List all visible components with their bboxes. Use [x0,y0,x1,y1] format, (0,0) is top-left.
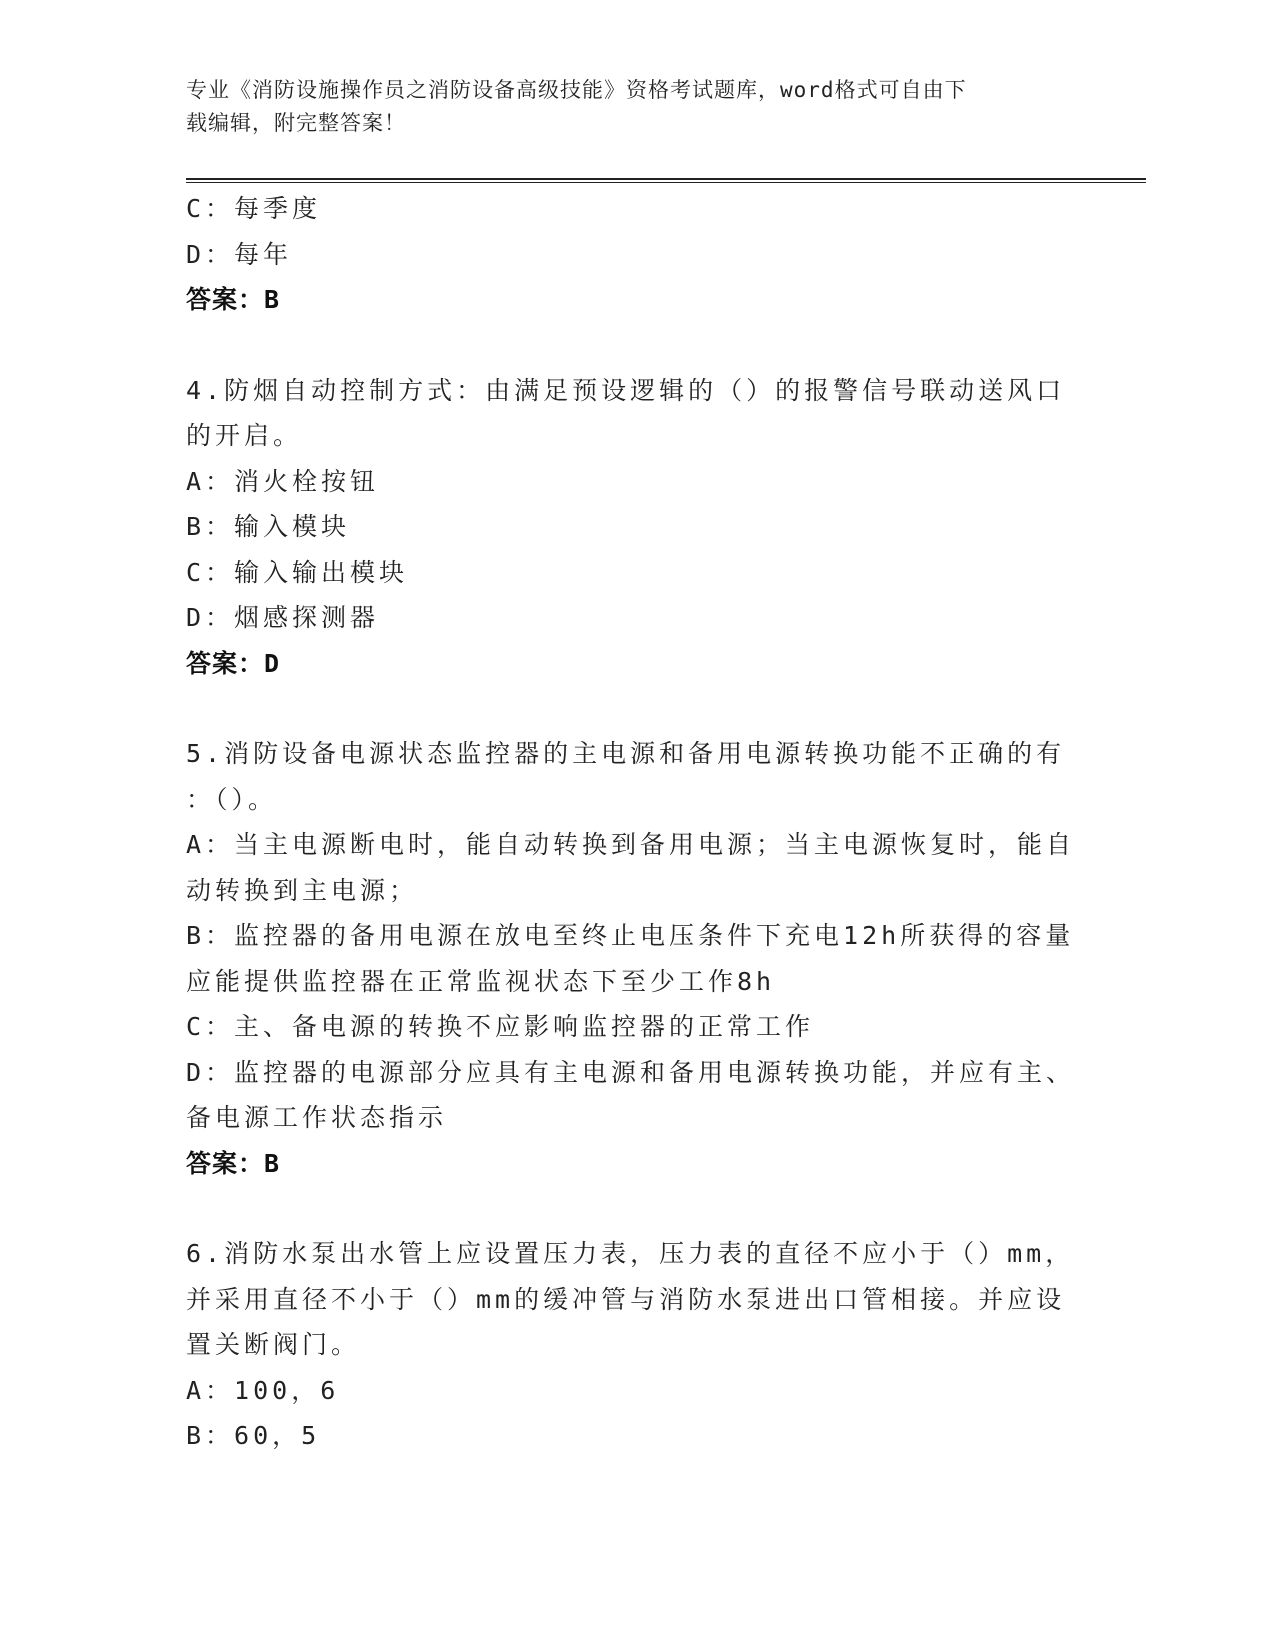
header-line-2: 载编辑，附完整答案！ [186,111,406,135]
q4-option-b: B：输入模块 [186,512,351,541]
question-gap [186,323,1086,368]
q4-option-d: D：烟感探测器 [186,603,380,632]
question-4 [186,368,1086,687]
q3-option-d: D：每年 [186,239,293,269]
q6-option-b: B：60，5 [186,1421,321,1450]
question-gap [186,686,1086,731]
q6-stem-line-1: 6.消防水泵出水管上应设置压力表，压力表的直径不应小于（）mm， [186,1239,1075,1268]
question-content [186,186,1086,1459]
q5-answer: 答案：B [186,1148,281,1178]
q5-option-d-line-2: 备电源工作状态指示 [186,1103,448,1132]
question-3-tail [186,186,1086,323]
q3-option-c: C：每季度 [186,194,322,223]
q4-stem-line-2: 的开启。 [186,421,303,450]
q5-stem-line-2: ：（）。 [186,784,278,814]
question-5 [186,731,1086,1186]
q5-option-c: C：主、备电源的转换不应影响监控器的正常工作 [186,1012,815,1041]
q4-option-c: C：输入输出模块 [186,557,409,587]
question-gap [186,1186,1086,1231]
q5-option-d-line-1: D：监控器的电源部分应具有主电源和备用电源转换功能，并应有主、 [186,1057,1076,1087]
q4-option-a: A：消火栓按钮 [186,466,380,496]
question-6 [186,1231,1086,1459]
q4-stem-line-1: 4.防烟自动控制方式：由满足预设逻辑的（）的报警信号联动送风口 [186,375,1066,405]
q4-answer: 答案：D [186,648,281,678]
q6-stem-line-2: 并采用直径不小于（）mm的缓冲管与消防水泵进出口管相接。并应设 [186,1284,1066,1314]
q5-option-b-line-1: B：监控器的备用电源在放电至终止电压条件下充电12h所获得的容量 [186,921,1075,950]
document-header [186,74,1066,140]
q5-stem-line-1: 5.消防设备电源状态监控器的主电源和备用电源转换功能不正确的有 [186,739,1066,768]
q5-option-a-line-2: 动转换到主电源； [186,875,419,905]
q3-answer: 答案：B [186,285,281,314]
q5-option-b-line-2: 应能提供监控器在正常监视状态下至少工作8h [186,966,776,996]
q6-option-a: A：100，6 [186,1375,340,1405]
q6-stem-line-3: 置关断阀门。 [186,1330,361,1359]
header-line-1: 专业《消防设施操作员之消防设备高级技能》资格考试题库，word格式可自由下 [186,78,967,102]
header-divider [186,178,1146,183]
q5-option-a-line-1: A：当主电源断电时，能自动转换到备用电源；当主电源恢复时，能自 [186,830,1076,859]
